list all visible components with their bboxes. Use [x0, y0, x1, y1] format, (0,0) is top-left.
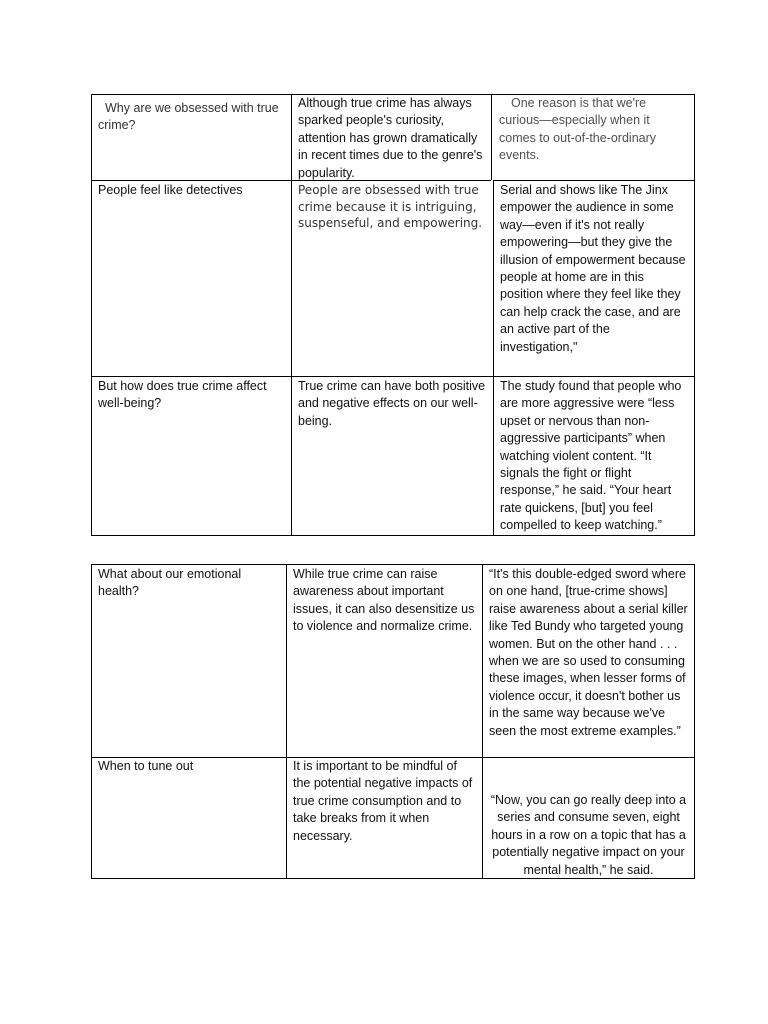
table-1-row-2-summary: People are obsessed with true crime because it is intriguing, suspenseful, and empowering. [298, 183, 483, 230]
table-1-row-1-summary: Although true crime has always sparked people's curiosity, attention has grown dramatically in recent times due to the genre's popularity. [298, 96, 483, 180]
table-2-row-1-summary: While true crime can raise awareness about important issues, it can also desensitize us to violence and normalize crime. [293, 567, 475, 634]
table-2-row-1-quote: “It's this double-edged sword where on one hand, [true-crime shows] raise awareness about a serial killer like Ted Bundy who targeted young women. But on the other hand . . . when we are so used to consuming these images, when lesser forms of violence occur, it doesn't bother us in the same way because we've seen the most extreme examples.” [489, 567, 688, 738]
table-1-row-2-quote: Serial and shows like The Jinx empower the audience in some way—even if it's not really empowering—but they give the illusion of empowerment because people at home are in this position where they feel like they can help crack the case, and are an active part of the investigation," [500, 183, 686, 354]
table-2-row-2-quote: “Now, you can go really deep into a series and consume seven, eight hours in a row on a topic that has a potentially negative impact on your mental health,” he said. [490, 793, 687, 877]
table-2-row-1-heading: What about our emotional health? [98, 567, 242, 599]
table-1-row-3-heading: But how does true crime affect well-being? [98, 379, 267, 411]
table-1-row-divider [91, 376, 695, 377]
table-1-row-3-summary: True crime can have both positive and negative effects on our well-being. [298, 379, 486, 428]
table-1-row-2-heading: People feel like detectives [98, 183, 243, 197]
table-1-row-1-quote: One reason is that we're curious—especially when it comes to out-of-the-ordinary events. [499, 96, 657, 163]
table-1-col-divider [491, 94, 492, 180]
table-2-row-2-heading: When to tune out [98, 759, 194, 773]
table-1-row-3-quote: The study found that people who are more aggressive were “less upset or nervous than non-aggressive participants” when watching violent content. “It signals the fight or flight response,” he said. “Your heart rate quickens, [but] you feel compelled to keep watching.” [500, 379, 682, 533]
table-1-row-divider [493, 180, 695, 181]
table-1-row-1-heading: Why are we obsessed with true crime? [98, 101, 279, 133]
table-2-row-2-summary: It is important to be mindful of the potential negative impacts of true crime consumption and to take breaks from it when necessary. [293, 759, 473, 843]
